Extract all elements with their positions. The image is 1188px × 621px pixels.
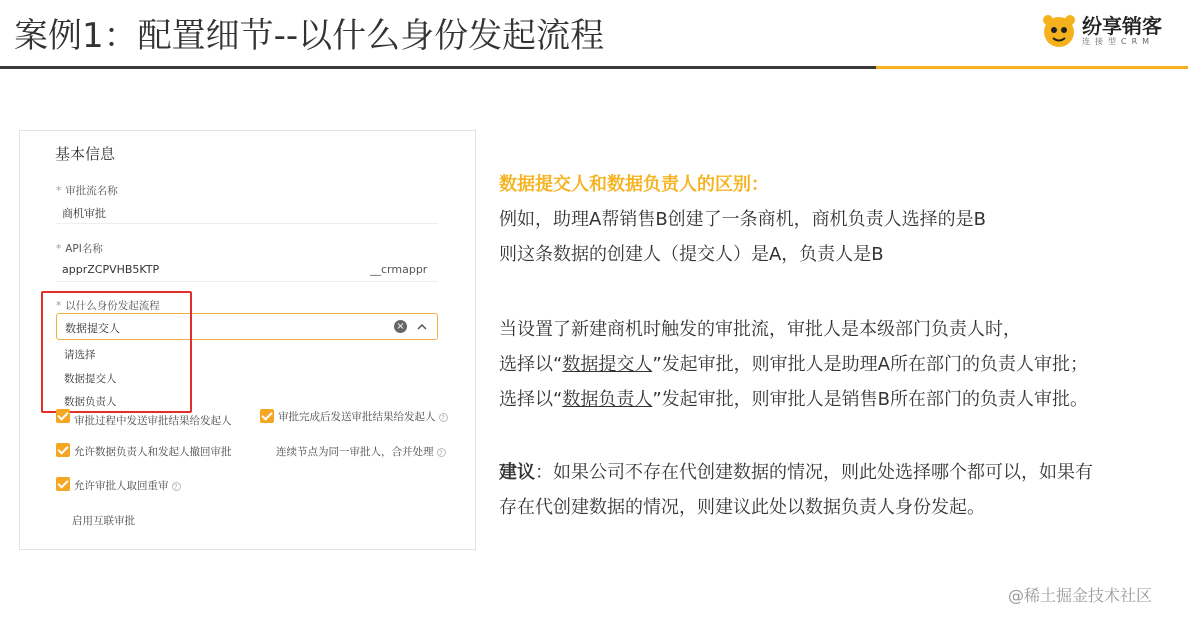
dropdown-option[interactable]: 数据提交人 xyxy=(64,373,117,385)
notes-line: 例如，助理A帮销售B创建了一条商机，商机负责人选择的是B xyxy=(499,209,987,230)
select-value: 数据提交人 xyxy=(65,322,120,335)
notes-line: 选择以“数据负责人”发起审批，则审批人是销售B所在部门的负责人审批。 xyxy=(499,389,1088,410)
help-icon[interactable]: ? xyxy=(437,448,446,457)
brand-name: 纷享销客 xyxy=(1082,14,1162,38)
brand-logo xyxy=(1040,12,1162,50)
checkbox-notify-during-label: 审批过程中发送审批结果给发起人 xyxy=(74,415,232,427)
checkbox-allow-recall[interactable] xyxy=(56,477,70,491)
term-submitter: 数据提交人 xyxy=(562,354,653,375)
initiator-identity-label: * 以什么身份发起流程 xyxy=(56,300,160,312)
header-divider-accent xyxy=(876,66,1188,69)
checkbox-notify-after-label: 审批完成后发送审批结果给发起人 ? xyxy=(278,409,448,424)
header-divider xyxy=(0,66,876,69)
help-icon[interactable]: ? xyxy=(172,482,181,491)
checkbox-allow-recall-label: 允许审批人取回重审 ? xyxy=(74,478,181,493)
dropdown-option[interactable]: 数据负责人 xyxy=(64,396,117,408)
page-title: 案例1：配置细节--以什么身份发起流程 xyxy=(14,16,605,56)
field-underline xyxy=(56,281,438,282)
notes-line: 则这条数据的创建人（提交人）是A，负责人是B xyxy=(499,244,884,265)
checkbox-allow-withdraw-label: 允许数据负责人和发起人撤回审批 xyxy=(74,446,232,458)
red-highlight-box xyxy=(41,291,192,413)
checkbox-allow-withdraw[interactable] xyxy=(56,443,70,457)
api-name-suffix: __crmappr xyxy=(370,263,428,276)
watermark: @稀土掘金技术社区 xyxy=(1008,586,1153,605)
api-name-label: * API名称 xyxy=(56,243,103,255)
checkbox-notify-after[interactable] xyxy=(260,409,274,423)
notes-line: 选择以“数据提交人”发起审批，则审批人是助理A所在部门的负责人审批； xyxy=(499,354,1088,375)
approval-name-label: * 审批流名称 xyxy=(56,185,118,197)
term-owner: 数据负责人 xyxy=(562,389,653,410)
help-icon[interactable]: ? xyxy=(439,413,448,422)
interconnect-approval-label: 启用互联审批 xyxy=(72,515,135,527)
api-name-input[interactable]: apprZCPVHB5KTP xyxy=(62,263,160,276)
checkbox-notify-during[interactable] xyxy=(56,409,70,423)
brand-mascot-icon xyxy=(1040,12,1078,50)
field-underline xyxy=(56,223,438,224)
advice-label: 建议 xyxy=(499,462,535,483)
section-title: 基本信息 xyxy=(55,145,116,163)
approval-name-input[interactable]: 商机审批 xyxy=(62,207,106,220)
dropdown-option[interactable]: 请选择 xyxy=(64,349,96,361)
notes-line: 当设置了新建商机时触发的审批流，审批人是本级部门负责人时， xyxy=(499,319,1021,340)
merge-consecutive-option: 连续节点为同一审批人，合并处理 ? xyxy=(276,444,446,459)
form-panel xyxy=(19,130,476,550)
clear-icon[interactable]: × xyxy=(394,320,407,333)
brand-tagline: 连接型CRM xyxy=(1082,37,1155,46)
advice-line: 建议：如果公司不存在代创建数据的情况，则此处选择哪个都可以，如果有 xyxy=(499,462,1093,483)
advice-line: 存在代创建数据的情况，则建议此处以数据负责人身份发起。 xyxy=(499,497,985,518)
chevron-up-icon[interactable] xyxy=(415,320,429,334)
notes-heading: 数据提交人和数据负责人的区别： xyxy=(499,174,769,195)
